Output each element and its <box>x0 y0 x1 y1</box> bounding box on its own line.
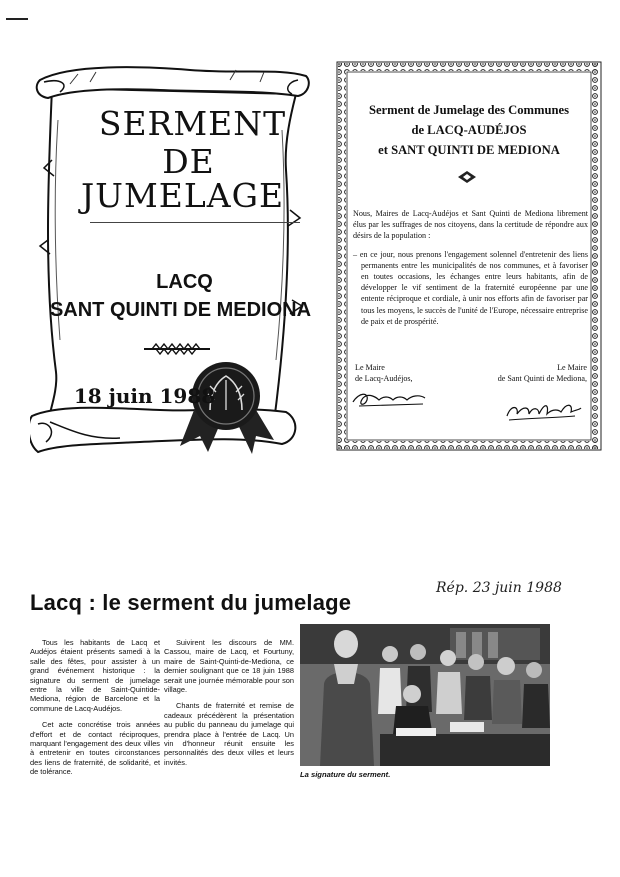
scroll-title-line-2: DE <box>162 142 215 181</box>
scroll-date: 18 juin 1988 <box>73 384 216 408</box>
signing-ceremony-photo <box>300 624 550 766</box>
article-col1-paragraph-2: Cet acte concrétise trois années d'effort et de contact réciproques, marquant l'engagement des deux villes à entretenir en toutes circonstances des liens de fraternité, de solidarité, et de tolérance. <box>30 720 160 777</box>
ornament-flourish-icon <box>142 342 212 356</box>
article-column-1 <box>30 638 160 784</box>
article-photo <box>300 624 550 766</box>
certificate-title <box>347 100 591 160</box>
signatory-right-town: de Sant Quinti de Mediona, <box>497 374 587 383</box>
certificate-title-line-1: Serment de Jumelage des Communes <box>368 103 570 117</box>
article-column-2 <box>164 638 294 774</box>
certificate-paragraph-1: Nous, Maires de Lacq-Audéjos et Sant Quinti de Mediona librement élus par les suffrages de nos citoyens, dans la certitude de répondre aux désirs de la population : <box>353 209 588 241</box>
scroll-panel <box>30 60 315 460</box>
diamond-ornament-icon <box>457 170 477 184</box>
scroll-town-line-2: SANT QUINTI DE MEDIONA <box>49 299 312 321</box>
handwritten-signature-left <box>349 388 429 410</box>
signatory-left-title: Le Maire <box>355 363 385 372</box>
signatory-right <box>498 362 587 384</box>
twinning-certificate <box>335 60 603 452</box>
article-col2-paragraph-1: Suivirent les discours de MM. Cassou, maire de Lacq, et Fourtuny, maire de Saint-Quinti-de-Mediona, ce dernier soulignant que ce 18 juin 1988 serait une journée mémorable pour son village. <box>164 638 294 695</box>
certificate-body <box>353 208 588 334</box>
article-col1-paragraph-1: Tous les habitants de Lacq et Audéjos étaient présents samedi à la salle des fêtes, pour assister à un grand événement historique : la signature du serment de jumelage entre la ville de Saint-Quintide-Mediona, région de Barcelone et la commune de Lacq-Audéjos. <box>30 638 160 713</box>
scroll-title-line-1: SERMENT <box>98 104 287 143</box>
certificate-paragraph-2: – en ce jour, nous prenons l'engagement solennel d'entretenir des liens permanents entre les municipalités de nos communes, et à favoriser en toutes occasions, les échanges entre leurs habitants, afin de développer le vif sentiment de la fraternité européenne par une entente réciproque et cordiale, à unir nos efforts afin de favoriser par tous les moyens, le succès de l'unité de l'Europe, nécessaire entreprise de paix et de prospérité. <box>353 249 588 326</box>
article-col2-paragraph-2: Chants de fraternité et remise de cadeaux précédèrent la présentation au public du panneau du jumelage qui prendra place à l'entrée de Lacq. Un vin d'honneur réunit ensuite les personnalités des deux villes et leurs invités. <box>164 701 294 767</box>
corner-mark <box>6 18 28 20</box>
signatory-left <box>355 362 413 384</box>
signatory-left-town: de Lacq-Audéjos, <box>355 374 413 383</box>
scroll-town-line-1: LACQ <box>156 271 213 293</box>
handwritten-signature-right <box>503 400 583 424</box>
certificate-title-line-2: de LACQ-AUDÉJOS <box>411 123 527 137</box>
scroll-title-line-3: JUMELAGE <box>80 176 285 215</box>
article-headline: Lacq : le serment du jumelage <box>30 590 352 615</box>
scroll-divider <box>90 222 300 223</box>
handwritten-source-note: Rép. 23 juin 1988 <box>436 580 562 596</box>
signatory-right-title: Le Maire <box>557 363 587 372</box>
certificate-title-line-3: et SANT QUINTI DE MEDIONA <box>378 143 560 157</box>
photo-caption: La signature du serment. <box>300 770 391 779</box>
